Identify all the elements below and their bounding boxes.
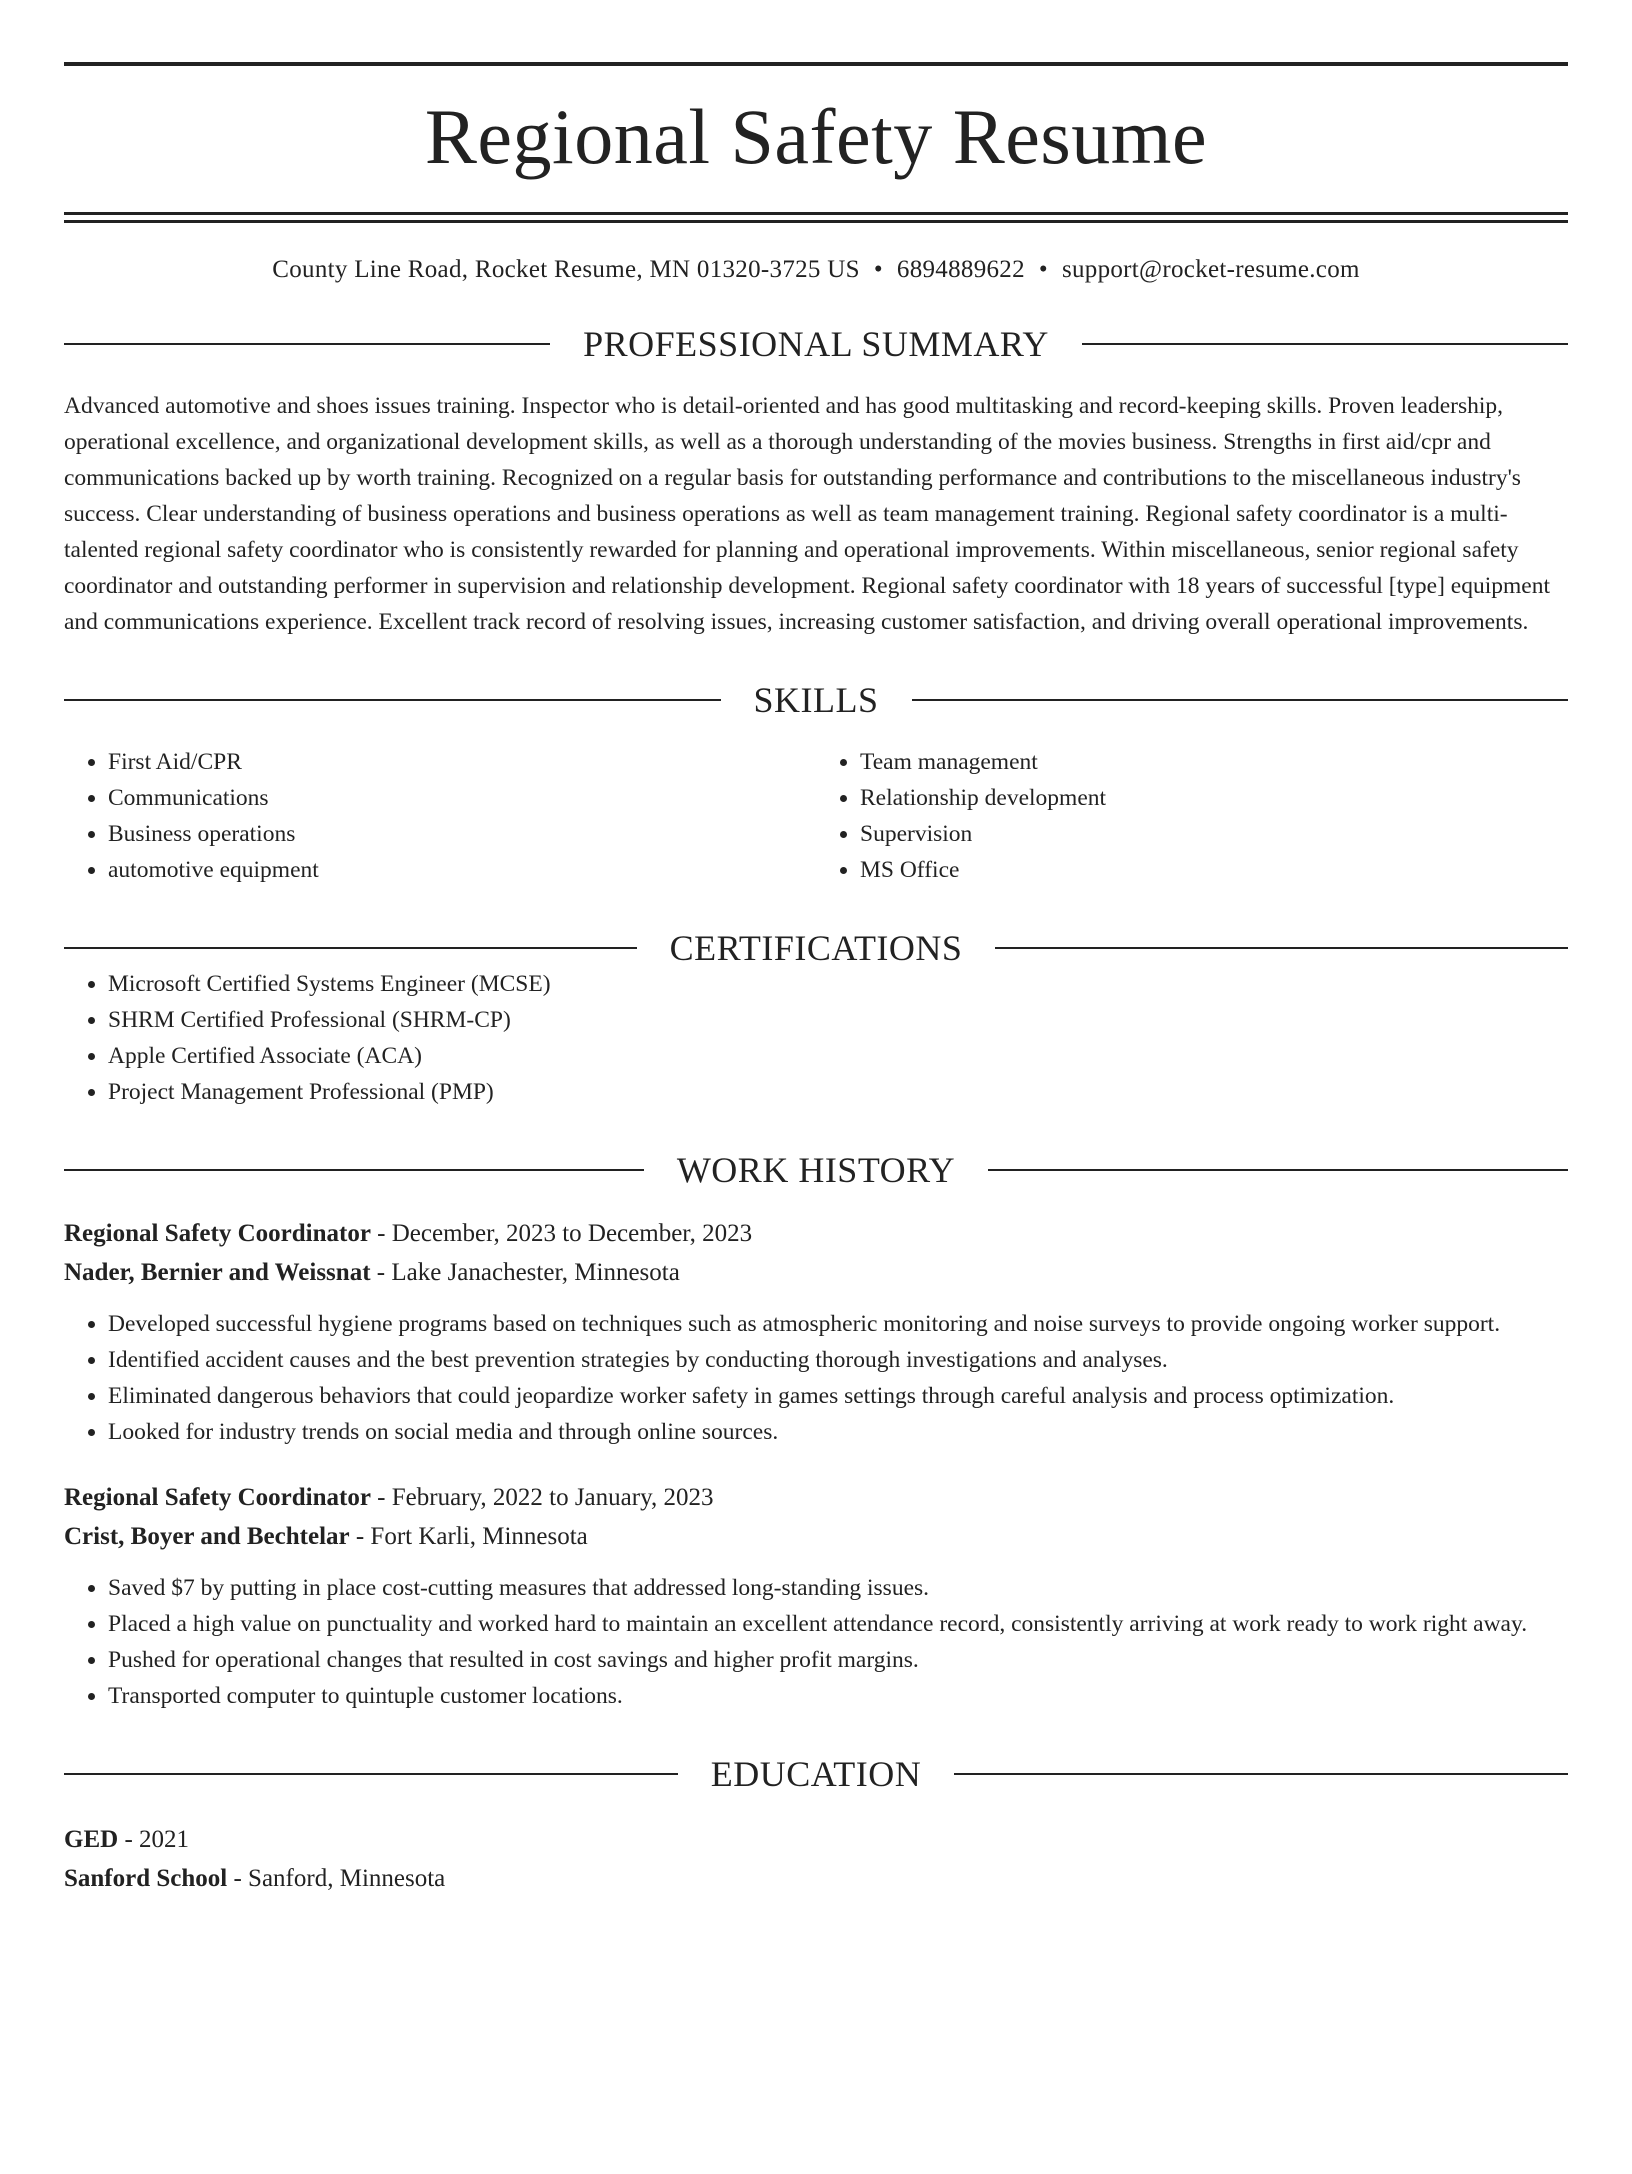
resume-title: Regional Safety Resume (424, 93, 1208, 180)
section-title: WORK HISTORY (676, 1150, 956, 1190)
job-bullet: • Saved $7 by putting in place cost-cutting measures that addressed long-standing issues. (108, 1570, 1568, 1606)
job-company: Crist, Boyer and Bechtelar (64, 1523, 350, 1550)
job-bullets (64, 1570, 1568, 1714)
section-title: PROFESSIONAL SUMMARY (583, 324, 1049, 364)
section-title: CERTIFICATIONS (669, 928, 963, 968)
job-role: Regional Safety Coordinator (64, 1220, 371, 1247)
heading-rule (64, 947, 637, 949)
job-company-row (64, 1517, 1568, 1556)
job-company: Nader, Bernier and Weissnat (64, 1259, 371, 1286)
job-company-row (64, 1253, 1568, 1292)
certification-item: • Project Management Professional (PMP) (108, 1074, 1568, 1110)
job-title-row (64, 1478, 1568, 1517)
section-heading-certifications (64, 930, 1568, 966)
contact-phone: 6894889622 (896, 256, 1025, 283)
skill-item: • Communications (108, 780, 816, 816)
job-location: - Lake Janachester, Minnesota (370, 1259, 680, 1286)
double-rule (64, 212, 1568, 223)
job-role: Regional Safety Coordinator (64, 1484, 371, 1511)
top-rule (64, 62, 1568, 66)
job-title-row (64, 1214, 1568, 1253)
section-heading-work-history (64, 1152, 1568, 1188)
certifications-list (64, 966, 1568, 1110)
job-bullets (64, 1306, 1568, 1450)
section-title: SKILLS (753, 680, 879, 720)
skills-list-right (816, 744, 1568, 888)
resume-page (0, 62, 1632, 2174)
education-degree: GED (64, 1826, 119, 1853)
contact-line (64, 256, 1568, 284)
skill-item: • MS Office (860, 852, 1568, 888)
education-school: Sanford School (64, 1865, 228, 1892)
job-dates: - February, 2022 to January, 2023 (370, 1484, 714, 1511)
contact-address: County Line Road, Rocket Resume, MN 01320-3725 US (272, 256, 860, 283)
certification-item: • Microsoft Certified Systems Engineer (MCSE) (108, 966, 1568, 1002)
job-bullet: • Placed a high value on punctuality and worked hard to maintain an excellent attendance record, consistently arriving at work ready to work right away. (108, 1606, 1568, 1642)
education-location: - Sanford, Minnesota (227, 1865, 446, 1892)
heading-rule (954, 1773, 1568, 1775)
job-bullet: • Transported computer to quintuple customer locations. (108, 1678, 1568, 1714)
skill-item: • Relationship development (860, 780, 1568, 816)
education-degree-row (64, 1820, 1568, 1859)
skill-item: • Business operations (108, 816, 816, 852)
job-bullet: • Identified accident causes and the best prevention strategies by conducting thorough investigations and analyses. (108, 1342, 1568, 1378)
heading-rule (64, 1773, 678, 1775)
skill-item: • Team management (860, 744, 1568, 780)
job-location: - Fort Karli, Minnesota (349, 1523, 588, 1550)
contact-email: support@rocket-resume.com (1061, 256, 1360, 283)
certification-item: • SHRM Certified Professional (SHRM-CP) (108, 1002, 1568, 1038)
heading-rule (64, 699, 721, 701)
job-bullet: • Looked for industry trends on social media and through online sources. (108, 1414, 1568, 1450)
heading-rule (912, 699, 1569, 701)
section-heading-summary (64, 326, 1568, 362)
heading-rule (988, 1169, 1568, 1171)
section-title: EDUCATION (710, 1754, 922, 1794)
job-bullet: • Pushed for operational changes that resulted in cost savings and higher profit margins. (108, 1642, 1568, 1678)
skill-item: • First Aid/CPR (108, 744, 816, 780)
job-bullet: • Eliminated dangerous behaviors that could jeopardize worker safety in games settings through careful analysis and process optimization. (108, 1378, 1568, 1414)
heading-rule (995, 947, 1568, 949)
education-school-row (64, 1859, 1568, 1898)
heading-rule (1082, 343, 1568, 345)
summary-text: Advanced automotive and shoes issues training. Inspector who is detail-oriented and has good multitasking and record-keeping skills. Proven leadership, operational excellence, and organizational development skills, as well as a thorough understanding of the movies business. Strengths in first aid/cpr and communications backed up by worth training. Recognized on a regular basis for outstanding performance and contributions to the miscellaneous industry's success. Clear understanding of business operations and business operations as well as team management training. Regional safety coordinator is a multi-talented regional safety coordinator who is consistently rewarded for planning and operational improvements. Within miscellaneous, senior regional safety coordinator and outstanding performer in supervision and relationship development. Regional safety coordinator with 18 years of successful [type] equipment and communications experience. Excellent track record of resolving issues, increasing customer satisfaction, and driving overall operational improvements. (64, 393, 1550, 635)
skill-item: • Supervision (860, 816, 1568, 852)
contact-separator: • (1038, 256, 1048, 283)
section-heading-skills (64, 682, 1568, 718)
job-bullet: • Developed successful hygiene programs based on techniques such as atmospheric monitoring and noise surveys to provide ongoing worker support. (108, 1306, 1568, 1342)
job-entry (64, 1478, 1568, 1714)
job-entry (64, 1214, 1568, 1450)
skills-list-left (64, 744, 816, 888)
skills-columns (64, 744, 1568, 888)
education-entry (64, 1820, 1568, 1898)
job-dates: - December, 2023 to December, 2023 (370, 1220, 753, 1247)
section-heading-education (64, 1756, 1568, 1792)
heading-rule (64, 343, 550, 345)
heading-rule (64, 1169, 644, 1171)
skill-item: • automotive equipment (108, 852, 816, 888)
education-year: - 2021 (118, 1826, 190, 1853)
contact-separator: • (873, 256, 883, 283)
certification-item: • Apple Certified Associate (ACA) (108, 1038, 1568, 1074)
